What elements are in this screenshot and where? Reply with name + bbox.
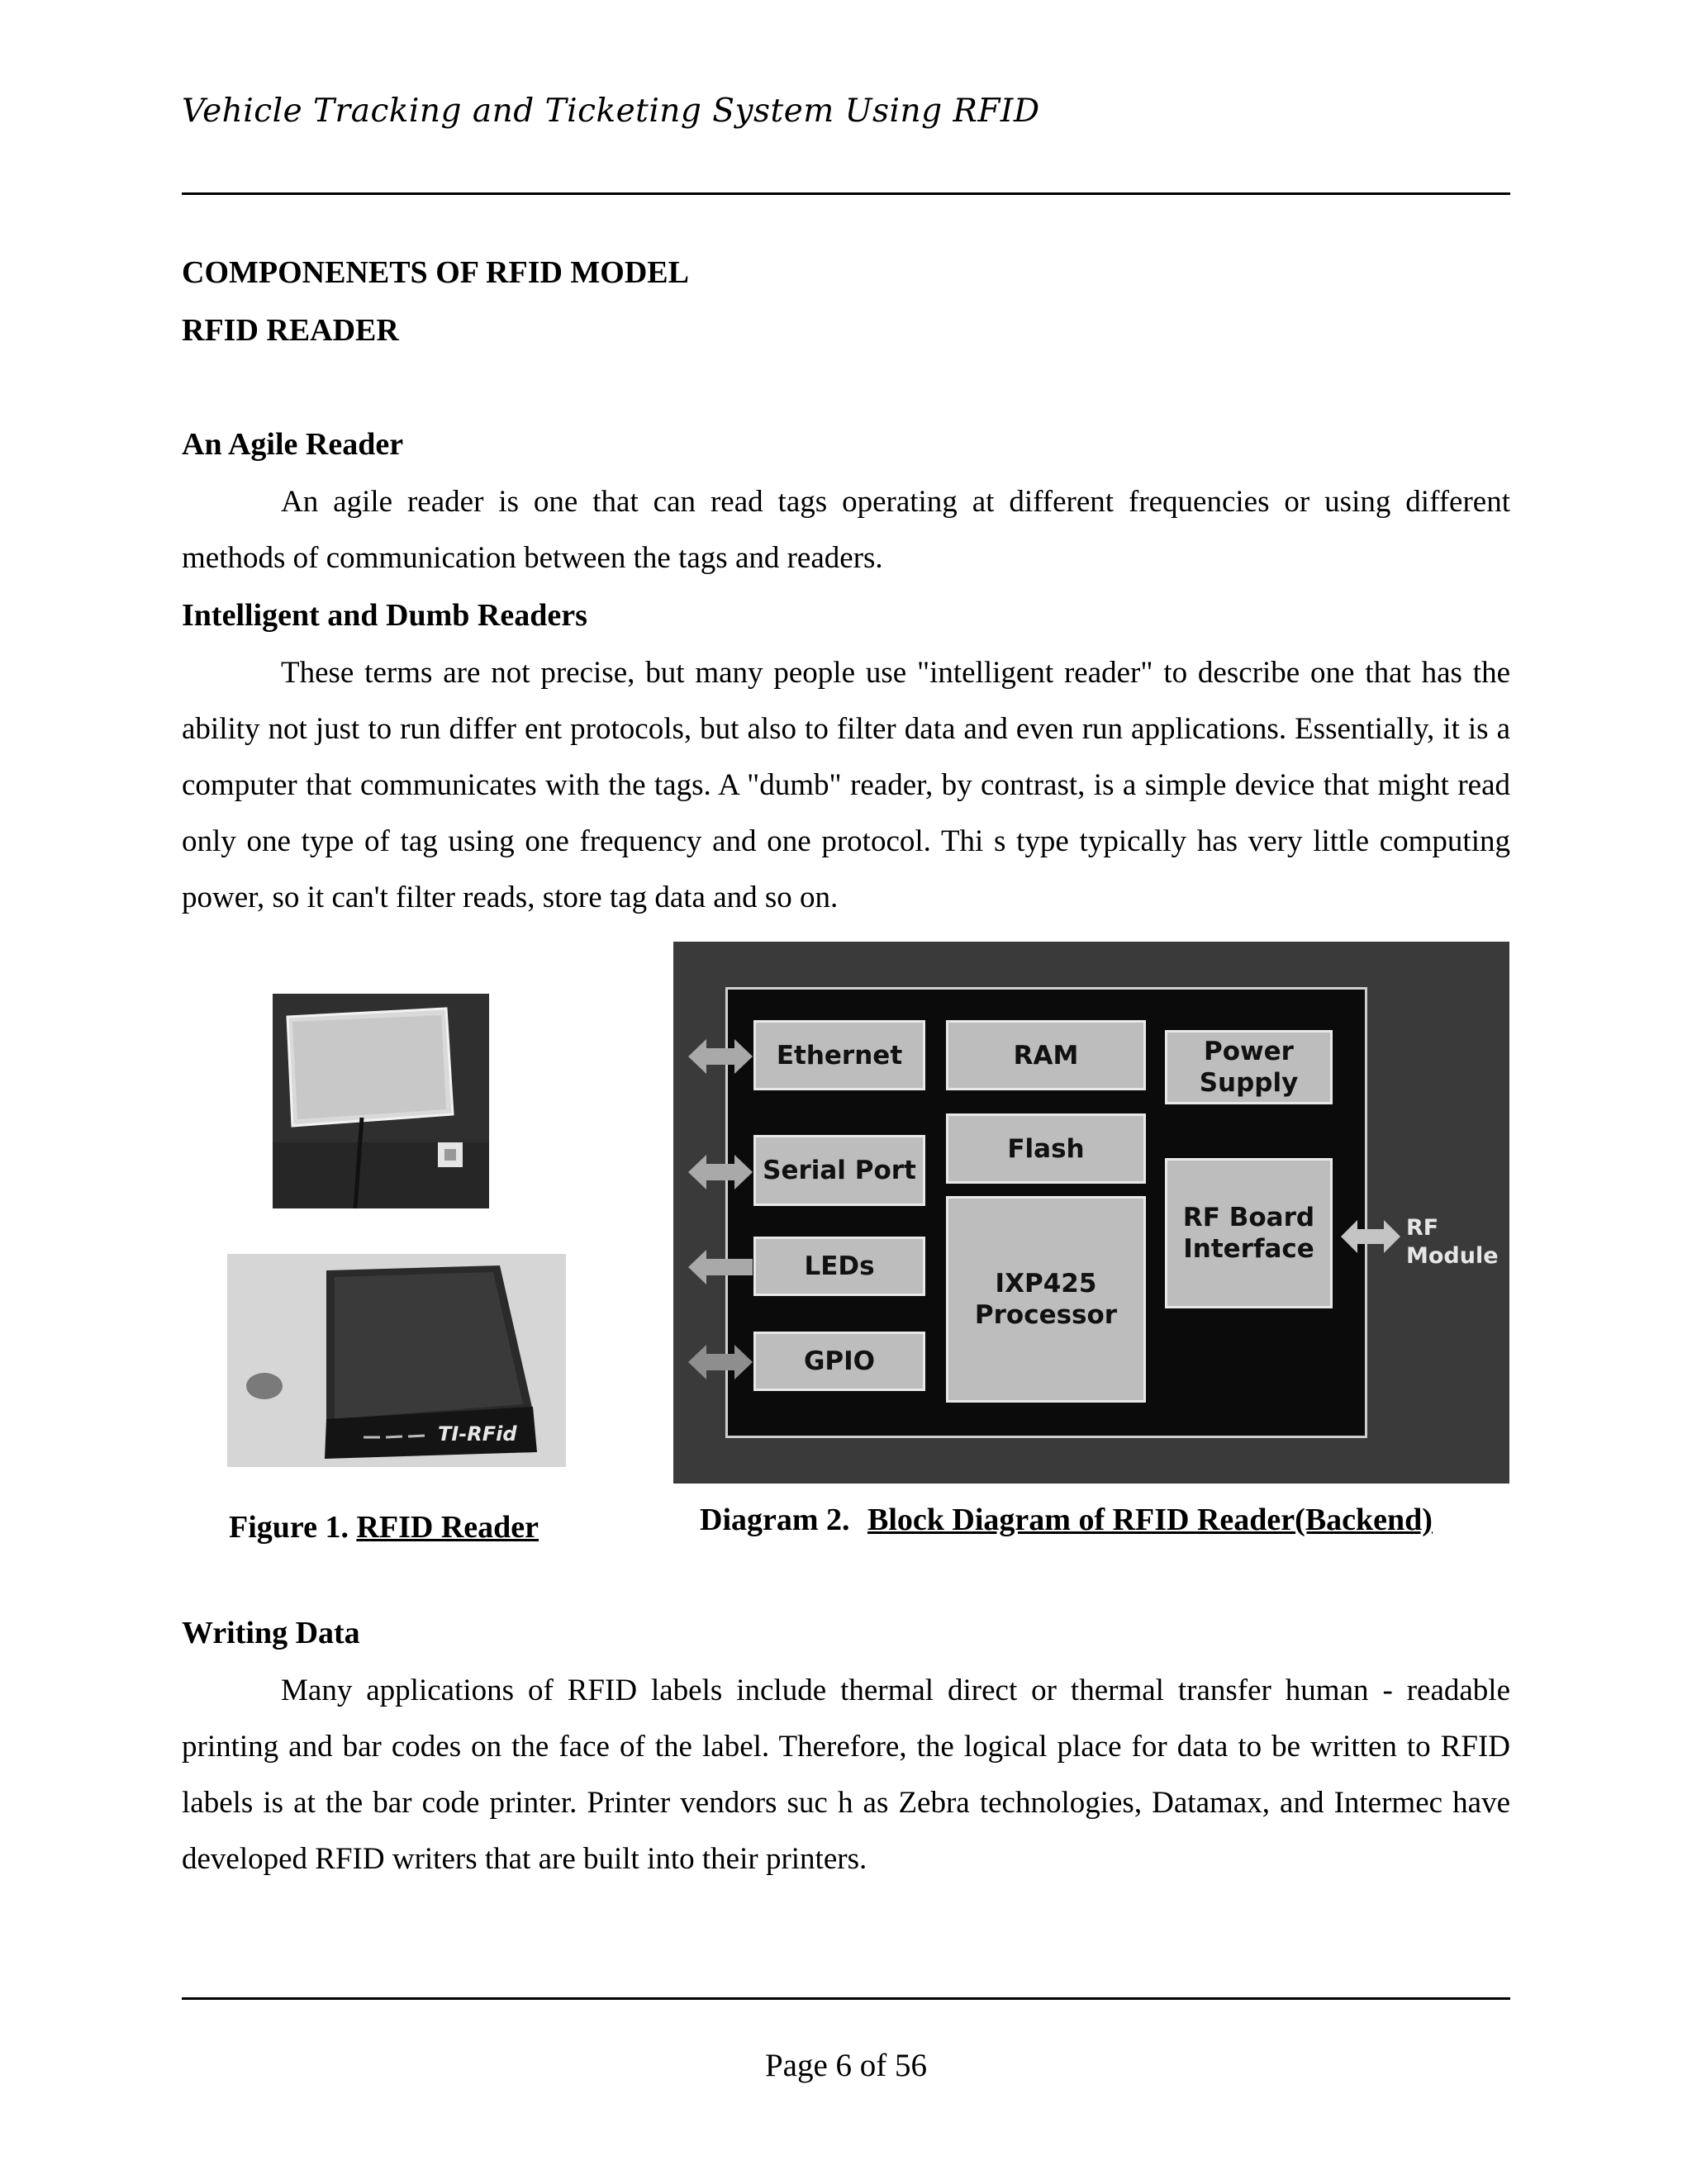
section-heading-reader: RFID READER [182,313,399,348]
block-ram: RAM [946,1020,1146,1090]
paragraph-agile-reader [182,474,1510,586]
photo-desktop-reader [227,1254,566,1467]
double-arrow-icon [1341,1218,1400,1256]
figure-1-caption-title: RFID Reader [356,1510,539,1545]
panel-reader-illustration [273,994,489,1208]
figure-1-caption-prefix: Figure 1. [229,1510,349,1545]
block-ethernet: Ethernet [753,1020,925,1090]
block-ixp425-processor: IXP425 Processor [946,1196,1146,1403]
block-flash: Flash [946,1113,1146,1184]
block-rf-board-interface: RF Board Interface [1165,1158,1333,1308]
diagram-2-caption-title: Block Diagram of RFID Reader(Backend) [867,1503,1433,1537]
section-heading-components: COMPONENETS OF RFID MODEL [182,255,689,290]
paragraph-intelligent-text: These terms are not precise, but many people use "intelligent reader" to describe one that has the ability not just to run differ ent protocols, but also to filter data and even run applications. Essentially, it is a computer that communicates with the tags. A "dumb" reader, by contrast, is a simple device that might read only one type of tag using one frequency and one protocol. Thi s type typically has very little computing power, so it can't filter reads, store tag data and so on. [182,656,1510,914]
paragraph-writing-data [182,1663,1510,1887]
figure-1-caption [229,1509,539,1545]
double-arrow-icon [688,1151,753,1193]
double-arrow-icon [688,1341,753,1383]
block-power-supply: Power Supply [1165,1030,1333,1104]
block-gpio: GPIO [753,1332,925,1391]
paragraph-writing-text: Many applications of RFID labels include thermal direct or thermal transfer human - readable printing and bar codes on the face of the label. Therefore, the logical place for data to be written to RFID labels is at the bar code printer. Printer vendors suc h as Zebra technologies, Datamax, and Intermec have developed RFID writers that are built into their printers. [182,1674,1510,1876]
header-rule [182,192,1510,195]
footer-rule [182,1997,1510,2000]
photo-panel-reader [273,994,489,1208]
running-header: Vehicle Tracking and Ticketing System Using RFID [182,93,1040,130]
double-arrow-icon [688,1036,753,1077]
diagram-2-caption-prefix: Diagram 2. [700,1503,850,1537]
paragraph-intelligent-dumb [182,645,1510,926]
left-arrow-icon [688,1246,753,1288]
subheading-intelligent-dumb: Intelligent and Dumb Readers [182,598,587,633]
block-diagram [673,942,1509,1484]
diagram-2-caption [700,1502,1433,1538]
block-serial-port: Serial Port [753,1135,925,1206]
rf-module-label: RF Module [1406,1215,1499,1269]
device-logo: TI-RFid [438,1422,517,1446]
paragraph-agile-text: An agile reader is one that can read tags operating at different frequencies or using different methods of communication between the tags and readers. [182,485,1510,575]
subheading-writing-data: Writing Data [182,1616,360,1650]
block-leds: LEDs [753,1237,925,1296]
page-number: Page 6 of 56 [764,2048,928,2083]
subheading-agile-reader: An Agile Reader [182,427,404,462]
